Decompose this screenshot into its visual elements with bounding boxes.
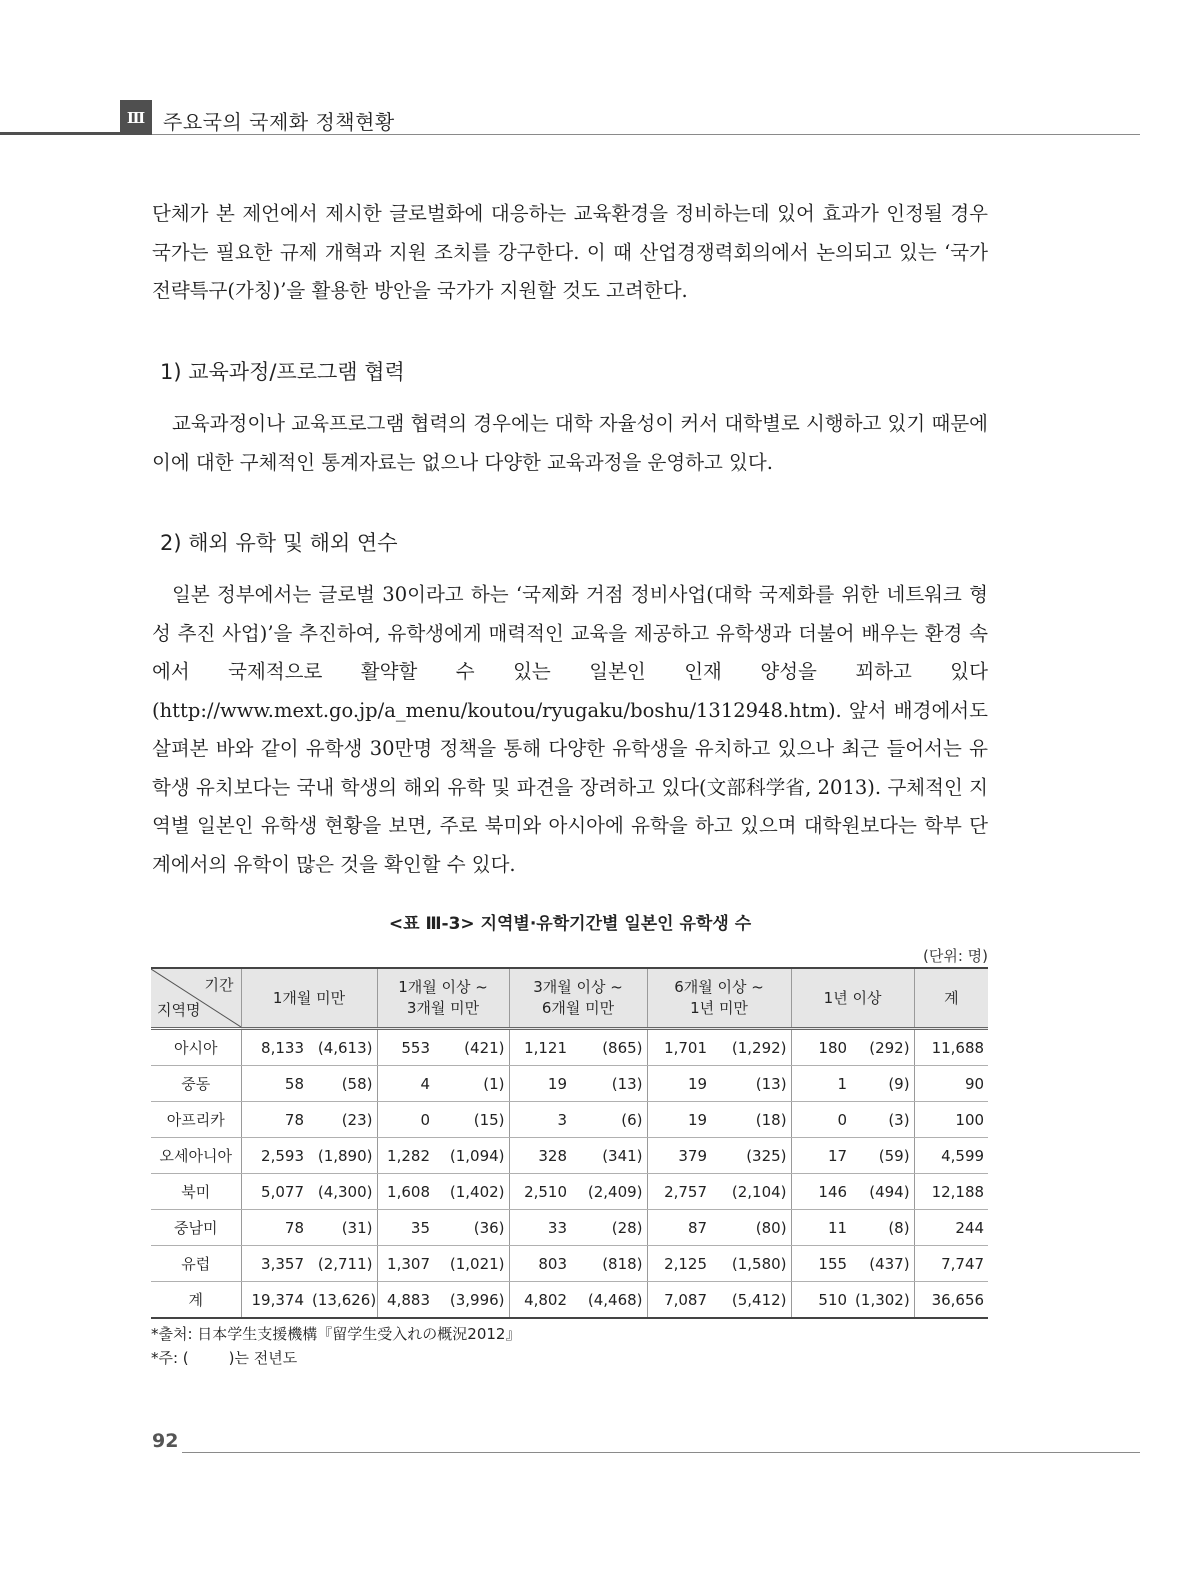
prev-year-cell: (3,996)	[434, 1282, 509, 1319]
paragraph-curriculum: 교육과정이나 교육프로그램 협력의 경우에는 대학 자율성이 커서 대학별로 시행하고 있기 때문에 이에 대한 구체적인 통계자료는 없으나 다양한 교육과정을 운영하고 있다.	[152, 412, 988, 474]
region-cell: 중남미	[151, 1210, 241, 1246]
total-cell: 7,747	[914, 1246, 988, 1282]
prev-year-cell: (2,104)	[711, 1174, 791, 1210]
table-row	[151, 1138, 988, 1174]
table-row	[151, 1174, 988, 1210]
table-unit: (단위: 명)	[923, 947, 988, 965]
region-cell: 계	[151, 1282, 241, 1319]
header-6-months-to-1-year: 6개월 이상 ~ 1년 미만	[647, 968, 791, 1029]
region-cell: 아시아	[151, 1029, 241, 1066]
prev-year-cell: (4,300)	[308, 1174, 377, 1210]
value-cell: 1,307	[377, 1246, 434, 1282]
value-cell: 3,357	[241, 1246, 308, 1282]
prev-year-cell: (2,409)	[571, 1174, 647, 1210]
prev-year-cell: (18)	[711, 1102, 791, 1138]
prev-year-cell: (8)	[851, 1210, 914, 1246]
total-cell: 36,656	[914, 1282, 988, 1319]
total-cell: 100	[914, 1102, 988, 1138]
chapter-title: 주요국의 국제화 정책현황	[163, 110, 395, 134]
prev-year-cell: (494)	[851, 1174, 914, 1210]
value-cell: 78	[241, 1210, 308, 1246]
region-cell: 유럽	[151, 1246, 241, 1282]
total-cell: 11,688	[914, 1029, 988, 1066]
prev-year-cell: (1,021)	[434, 1246, 509, 1282]
prev-year-cell: (13)	[711, 1066, 791, 1102]
table-row	[151, 1282, 988, 1319]
value-cell: 2,757	[647, 1174, 711, 1210]
header-over-1-year: 1년 이상	[791, 968, 914, 1029]
paragraph-intro: 단체가 본 제언에서 제시한 글로벌화에 대응하는 교육환경을 정비하는데 있어 효과가 인정될 경우 국가는 필요한 규제 개혁과 지원 조치를 강구한다. 이 때 산업경쟁력회의에서 논의되고 있는 ‘국가전략특구(가칭)’을 활용한 방안을 국가가 지원할 것도 고려한다.	[152, 202, 988, 302]
value-cell: 3	[509, 1102, 571, 1138]
value-cell: 7,087	[647, 1282, 711, 1319]
value-cell: 2,510	[509, 1174, 571, 1210]
table-row	[151, 1066, 988, 1102]
prev-year-cell: (4,613)	[308, 1029, 377, 1066]
prev-year-cell: (341)	[571, 1138, 647, 1174]
prev-year-cell: (292)	[851, 1029, 914, 1066]
table-row	[151, 1029, 988, 1066]
prev-year-cell: (818)	[571, 1246, 647, 1282]
prev-year-cell: (13,626)	[308, 1282, 377, 1319]
section-heading-overseas-study: 2) 해외 유학 및 해외 연수	[160, 531, 398, 555]
region-cell: 중동	[151, 1066, 241, 1102]
header-3-to-6-months: 3개월 이상 ~ 6개월 미만	[509, 968, 647, 1029]
table-row	[151, 1210, 988, 1246]
corner-header	[151, 968, 241, 1029]
value-cell: 5,077	[241, 1174, 308, 1210]
value-cell: 1,608	[377, 1174, 434, 1210]
table-row	[151, 1102, 988, 1138]
prev-year-cell: (1,580)	[711, 1246, 791, 1282]
value-cell: 78	[241, 1102, 308, 1138]
table-title: <표 Ⅲ-3> 지역별·유학기간별 일본인 유학생 수	[388, 914, 752, 934]
value-cell: 553	[377, 1029, 434, 1066]
students-by-region-table	[151, 967, 988, 1319]
page-number: 92	[152, 1430, 179, 1452]
prev-year-cell: (1,094)	[434, 1138, 509, 1174]
prev-year-cell: (865)	[571, 1029, 647, 1066]
header-under-1-month: 1개월 미만	[241, 968, 377, 1029]
value-cell: 1,701	[647, 1029, 711, 1066]
value-cell: 4,883	[377, 1282, 434, 1319]
value-cell: 17	[791, 1138, 851, 1174]
footnote: *주: ( )는 전년도	[151, 1349, 298, 1367]
prev-year-cell: (421)	[434, 1029, 509, 1066]
total-cell: 12,188	[914, 1174, 988, 1210]
corner-label-region: 지역명	[157, 1001, 201, 1019]
prev-year-cell: (5,412)	[711, 1282, 791, 1319]
prev-year-cell: (59)	[851, 1138, 914, 1174]
value-cell: 8,133	[241, 1029, 308, 1066]
value-cell: 510	[791, 1282, 851, 1319]
prev-year-cell: (3)	[851, 1102, 914, 1138]
source-note: *출처: 日本学生支援機構『留学生受入れの概況2012』	[151, 1325, 521, 1343]
table-notes	[151, 1322, 520, 1370]
header-1-to-3-months: 1개월 이상 ~ 3개월 미만	[377, 968, 509, 1029]
region-cell: 오세아니아	[151, 1138, 241, 1174]
prev-year-cell: (31)	[308, 1210, 377, 1246]
value-cell: 1	[791, 1066, 851, 1102]
value-cell: 4	[377, 1066, 434, 1102]
value-cell: 19	[509, 1066, 571, 1102]
value-cell: 146	[791, 1174, 851, 1210]
corner-label-period: 기간	[204, 976, 234, 994]
value-cell: 1,282	[377, 1138, 434, 1174]
prev-year-cell: (1,890)	[308, 1138, 377, 1174]
value-cell: 803	[509, 1246, 571, 1282]
total-cell: 244	[914, 1210, 988, 1246]
header-rule-thick	[0, 132, 152, 135]
prev-year-cell: (2,711)	[308, 1246, 377, 1282]
prev-year-cell: (1,402)	[434, 1174, 509, 1210]
value-cell: 33	[509, 1210, 571, 1246]
value-cell: 1,121	[509, 1029, 571, 1066]
prev-year-cell: (80)	[711, 1210, 791, 1246]
value-cell: 11	[791, 1210, 851, 1246]
footer-rule	[182, 1452, 1140, 1453]
value-cell: 0	[791, 1102, 851, 1138]
prev-year-cell: (1,292)	[711, 1029, 791, 1066]
value-cell: 19,374	[241, 1282, 308, 1319]
prev-year-cell: (6)	[571, 1102, 647, 1138]
value-cell: 58	[241, 1066, 308, 1102]
region-cell: 아프리카	[151, 1102, 241, 1138]
value-cell: 155	[791, 1246, 851, 1282]
prev-year-cell: (58)	[308, 1066, 377, 1102]
value-cell: 35	[377, 1210, 434, 1246]
prev-year-cell: (1)	[434, 1066, 509, 1102]
prev-year-cell: (4,468)	[571, 1282, 647, 1319]
value-cell: 2,593	[241, 1138, 308, 1174]
prev-year-cell: (9)	[851, 1066, 914, 1102]
prev-year-cell: (325)	[711, 1138, 791, 1174]
section-heading-curriculum: 1) 교육과정/프로그램 협력	[160, 360, 405, 384]
prev-year-cell: (1,302)	[851, 1282, 914, 1319]
value-cell: 0	[377, 1102, 434, 1138]
value-cell: 4,802	[509, 1282, 571, 1319]
value-cell: 180	[791, 1029, 851, 1066]
value-cell: 328	[509, 1138, 571, 1174]
value-cell: 379	[647, 1138, 711, 1174]
table-row	[151, 1246, 988, 1282]
value-cell: 19	[647, 1102, 711, 1138]
prev-year-cell: (15)	[434, 1102, 509, 1138]
paragraph-overseas-study: 일본 정부에서는 글로벌 30이라고 하는 ‘국제화 거점 정비사업(대학 국제화를 위한 네트워크 형성 추진 사업)’을 추진하여, 유학생에게 매력적인 교육을 제공하고 유학생과 더불어 배우는 환경 속에서 국제적으로 활약할 수 있는 일본인 인재 양성을 꾀하고 있다(http://www.mext.go.jp/a_menu/koutou/ryugaku/boshu/1312948.htm). 앞서 배경에서도 살펴본 바와 같이 유학생 30만명 정책을 통해 다양한 유학생을 유치하고 있으나 최근 들어서는 유학생 유치보다는 국내 학생의 해외 유학 및 파견을 장려하고 있다(文部科学省, 2013). 구체적인 지역별 일본인 유학생 현황을 보면, 주로 북미와 아시아에 유학을 하고 있으며 대학원보다는 학부 단계에서의 유학이 많은 것을 확인할 수 있다.	[152, 583, 988, 876]
chapter-badge: Ⅲ	[120, 100, 152, 135]
value-cell: 19	[647, 1066, 711, 1102]
prev-year-cell: (13)	[571, 1066, 647, 1102]
header-total: 계	[914, 968, 988, 1029]
prev-year-cell: (23)	[308, 1102, 377, 1138]
table-header-row	[151, 968, 988, 1029]
value-cell: 87	[647, 1210, 711, 1246]
total-cell: 4,599	[914, 1138, 988, 1174]
prev-year-cell: (36)	[434, 1210, 509, 1246]
prev-year-cell: (437)	[851, 1246, 914, 1282]
value-cell: 2,125	[647, 1246, 711, 1282]
region-cell: 북미	[151, 1174, 241, 1210]
prev-year-cell: (28)	[571, 1210, 647, 1246]
total-cell: 90	[914, 1066, 988, 1102]
